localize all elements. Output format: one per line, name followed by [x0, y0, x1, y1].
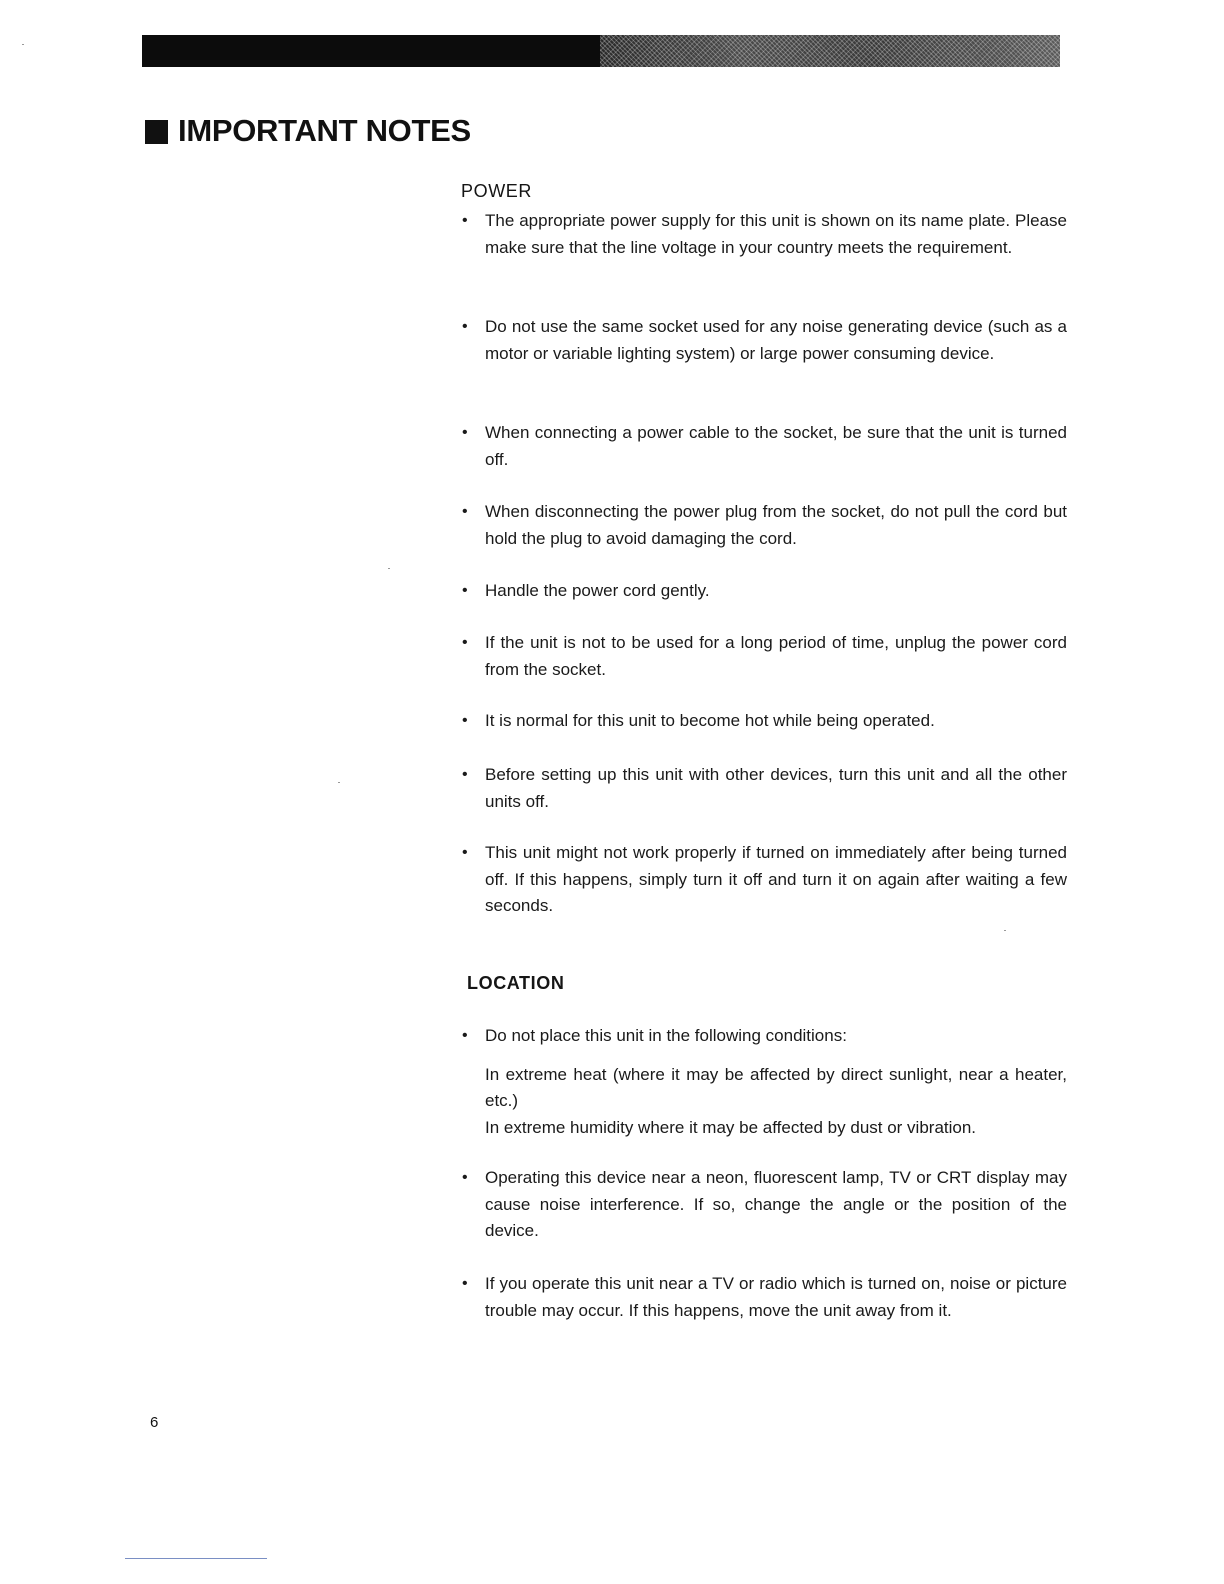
- page-title: IMPORTANT NOTES: [178, 113, 471, 148]
- footer-rule: [125, 1558, 267, 1559]
- note-subtext-heat: In extreme heat (where it may be affected by direct sunlight, near a heater, etc.): [485, 1064, 1067, 1110]
- note-text: When disconnecting the power plug from the socket, do not pull the cord but hold the plug to avoid damaging the cord.: [485, 502, 1067, 548]
- power-note-5: [462, 578, 1067, 605]
- scan-speck: [1004, 930, 1006, 931]
- bullet-icon: •: [462, 844, 468, 861]
- note-text: Handle the power cord gently.: [485, 581, 710, 600]
- bullet-icon: •: [462, 503, 468, 520]
- note-text: When connecting a power cable to the socket, be sure that the unit is turned off.: [485, 423, 1067, 469]
- note-text: This unit might not work properly if turned on immediately after being turned off. If this happens, simply turn it off and turn it on again after waiting a few seconds.: [485, 843, 1067, 915]
- bullet-icon: •: [462, 712, 468, 729]
- scan-speck: [388, 568, 390, 569]
- square-bullet-icon: [145, 120, 168, 144]
- bullet-icon: •: [462, 318, 468, 335]
- bullet-icon: •: [462, 766, 468, 783]
- bullet-icon: •: [462, 212, 468, 229]
- title-block: [145, 113, 471, 149]
- location-note-1: [462, 1023, 1067, 1141]
- bullet-icon: •: [462, 1027, 468, 1044]
- power-note-8: [462, 762, 1067, 815]
- note-text: Before setting up this unit with other devices, turn this unit and all the other units off.: [485, 765, 1067, 811]
- note-text: If you operate this unit near a TV or radio which is turned on, noise or picture trouble may occur. If this happens, move the unit away from it.: [485, 1274, 1067, 1320]
- note-subtext-humidity: In extreme humidity where it may be affected by dust or vibration.: [485, 1117, 977, 1137]
- note-text: The appropriate power supply for this unit is shown on its name plate. Please make sure that the line voltage in your country meets the requirement.: [485, 211, 1067, 257]
- power-note-6: [462, 630, 1067, 683]
- bullet-icon: •: [462, 582, 468, 599]
- bullet-icon: •: [462, 1275, 468, 1292]
- bullet-icon: •: [462, 634, 468, 651]
- location-note-3: [462, 1271, 1067, 1324]
- header-bar-texture: [600, 35, 1060, 67]
- note-text: Do not use the same socket used for any noise generating device (such as a motor or variable lighting system) or large power consuming device.: [485, 317, 1067, 363]
- location-note-2: [462, 1165, 1067, 1245]
- power-note-2: [462, 314, 1067, 367]
- power-note-9: [462, 840, 1067, 920]
- section-heading-location: LOCATION: [467, 973, 565, 993]
- bullet-icon: •: [462, 1169, 468, 1186]
- power-note-4: [462, 499, 1067, 552]
- note-text: If the unit is not to be used for a long period of time, unplug the power cord from the socket.: [485, 633, 1067, 679]
- bullet-icon: •: [462, 424, 468, 441]
- note-text: Operating this device near a neon, fluorescent lamp, TV or CRT display may cause noise interference. If so, change the angle or the position of the device.: [485, 1168, 1067, 1240]
- power-note-3: [462, 420, 1067, 473]
- section-heading-power: POWER: [461, 181, 533, 201]
- power-note-7: [462, 708, 1067, 735]
- page-number: 6: [150, 1414, 159, 1431]
- note-text: It is normal for this unit to become hot while being operated.: [485, 711, 935, 730]
- power-note-1: [462, 208, 1067, 261]
- note-text: Do not place this unit in the following conditions:: [485, 1026, 847, 1045]
- scan-speck: [22, 44, 24, 45]
- scan-speck: [338, 782, 340, 783]
